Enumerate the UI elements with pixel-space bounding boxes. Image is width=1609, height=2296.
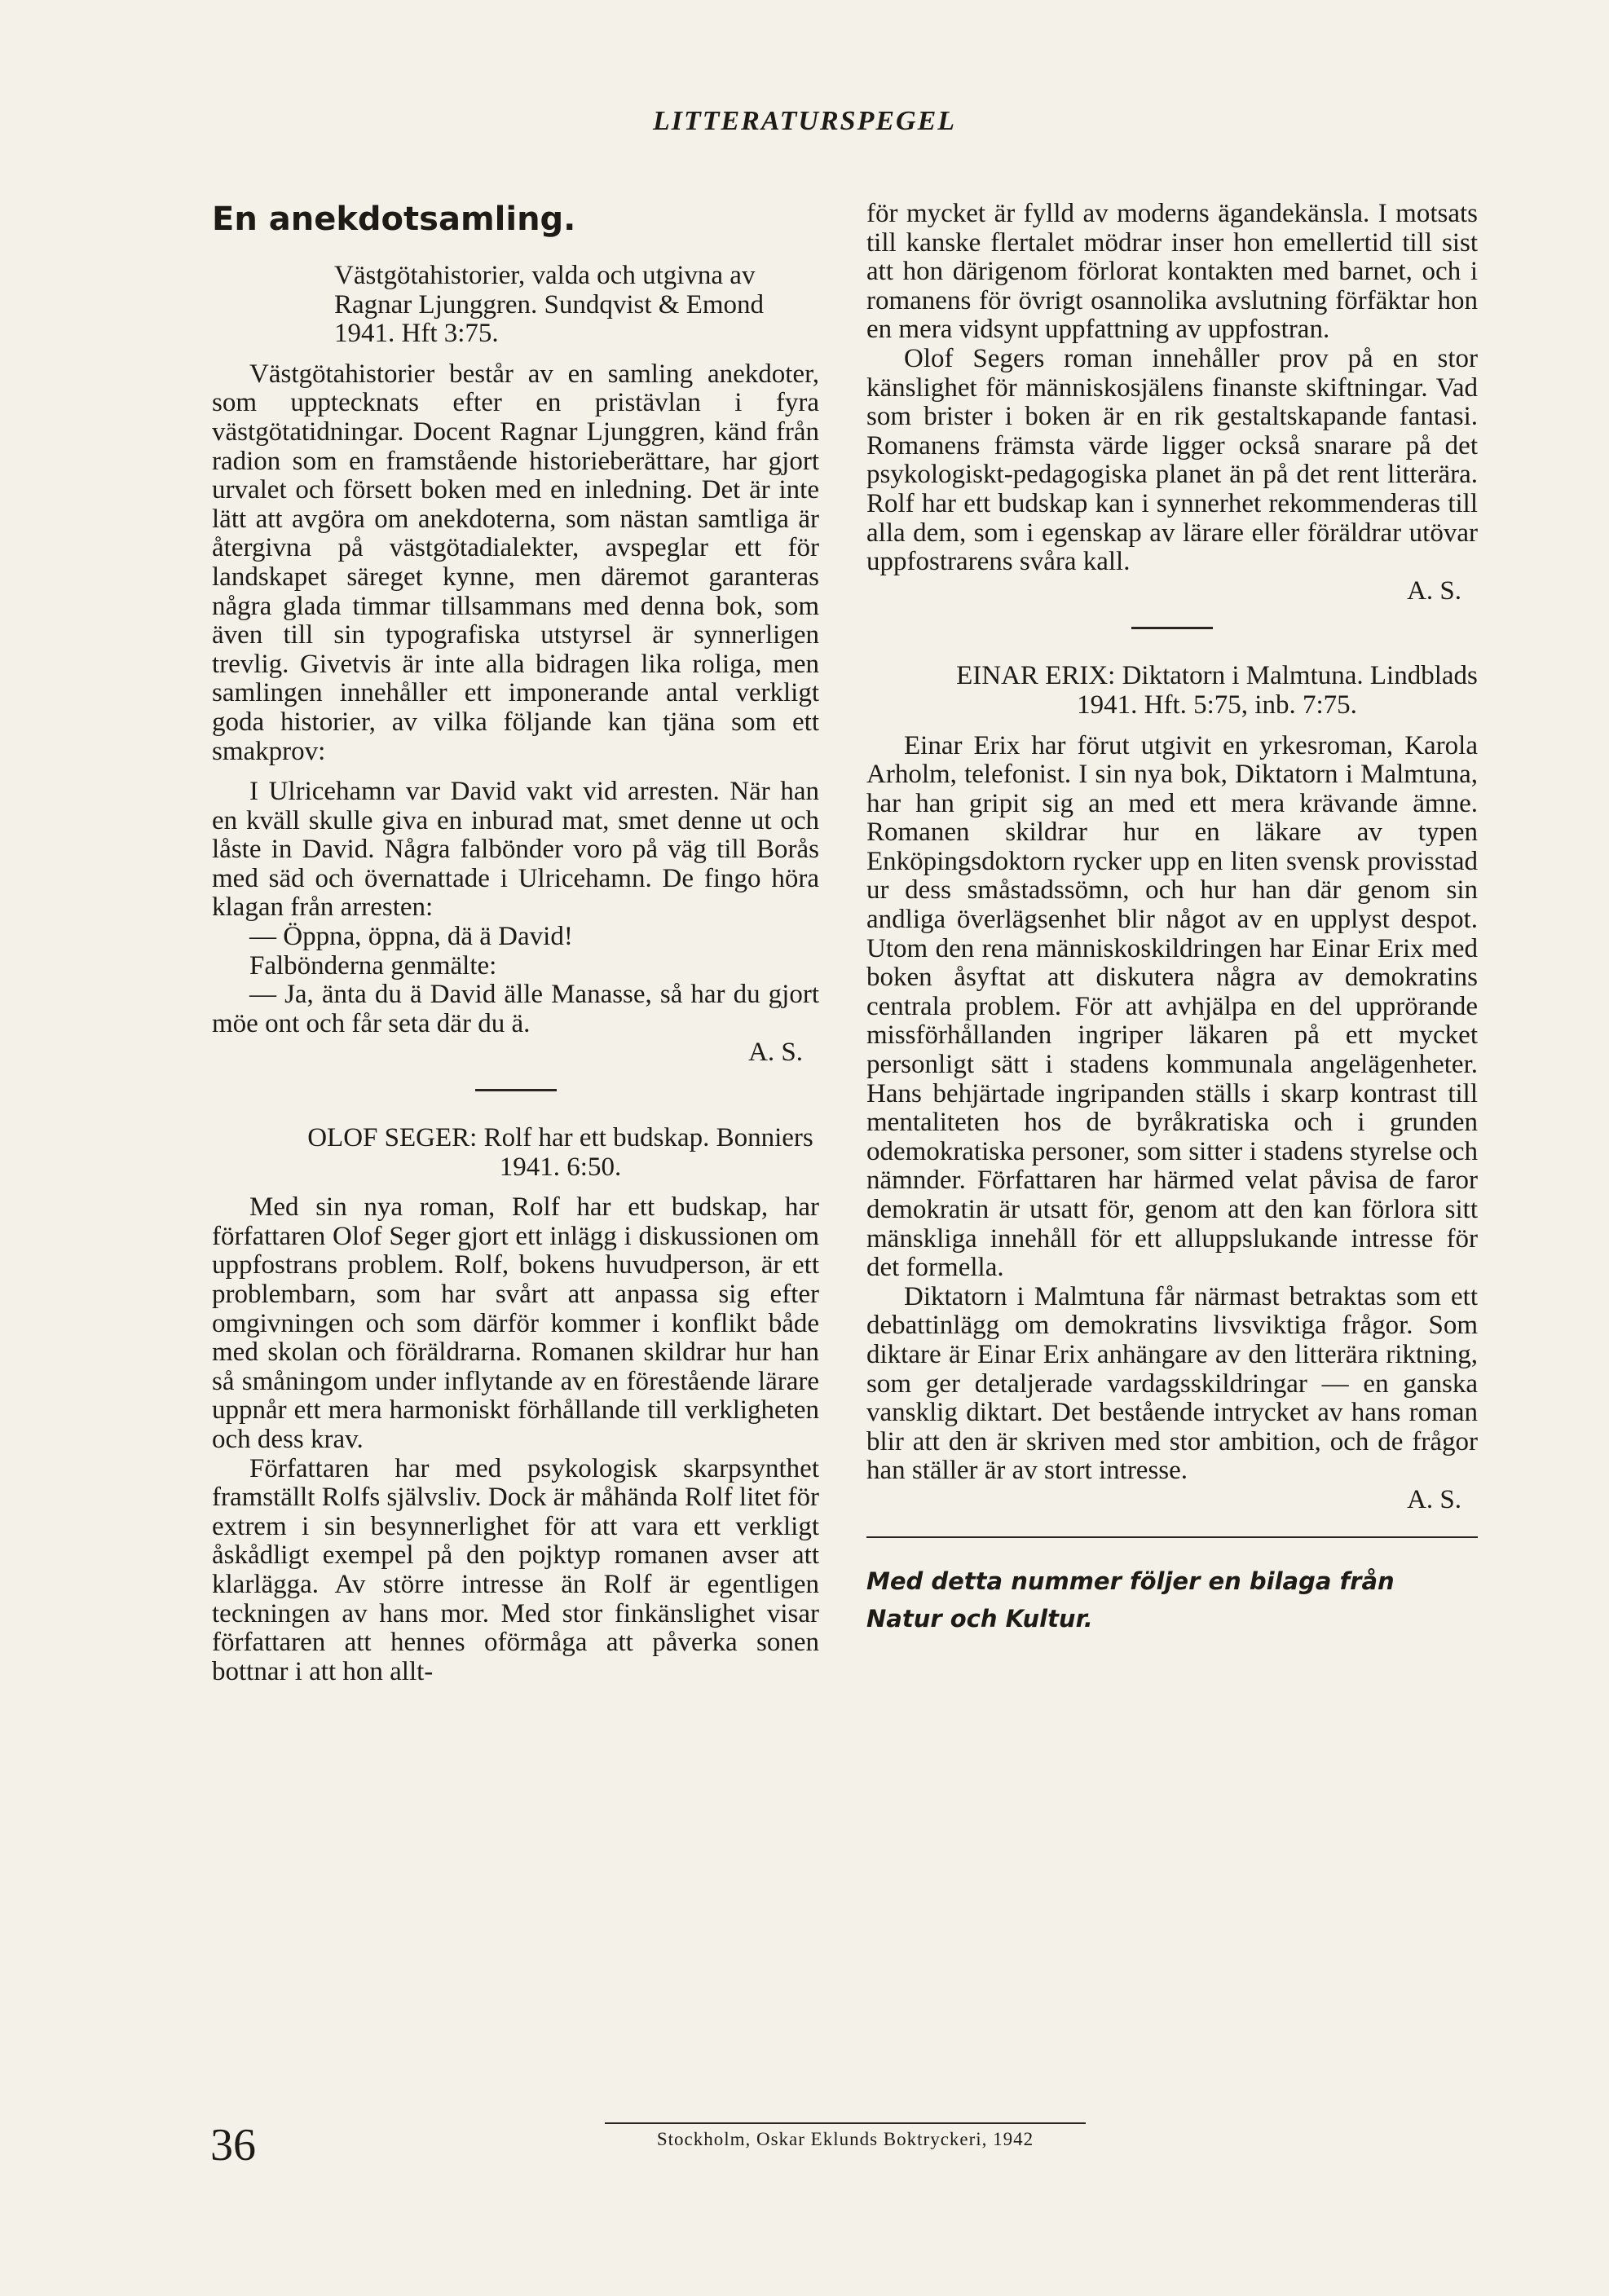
review-reference: EINAR ERIX: Diktatorn i Malmtuna. Lindblads 1941. Hft. 5:75, inb. 7:75. [956,661,1478,720]
section-title: En anekdotsamling. [212,201,576,238]
anecdote-paragraph: I Ulricehamn var David vakt vid arresten. När han en kväll skulle giva en inburad mat, smet denne ut och låste in David. Några falbönder voro på väg till Borås med säd och övernattade i Ulricehamn. De fingo höra klagan från arresten: [212,777,819,923]
page-number: 36 [210,2120,256,2170]
review-reference: OLOF SEGER: Rolf har ett budskap. Bonniers 1941. 6:50. [307,1123,813,1182]
review-paragraph: Einar Erix har förut utgivit en yrkesroman, Karola Arholm, telefonist. I sin nya bok, Diktatorn i Malmtuna, har han gripit sig an med ett mera krävande ämne. Romanen skildrar hur en läkare av typen Enköpingsdoktorn rycker upp en liten svensk provisstad ur dess småstadssömn, och hur han där genom sin andliga överlägsenhet blir något av en upplyst despot. Utom den rena människoskildringen har Einar Erix med boken åsyftat att diskutera några av demokratins centrala problem. För att avhjälpa en del upprörande missförhållanden ingriper läkaren på ett mycket personligt sätt i stadens kommunala angelägenheter. Hans behjärtade ingripanden ställs i skarp kontrast till mentaliteten hos de byråkratiska och i grunden odemokratiska personer, som sitter i stadens styrelse och nämnder. Författaren har härmed velat påvisa de faror demokratin är utsatt för, genom att den kan förlora sitt mänskliga innehåll för ett alluppslukande intresse för det formella. [866,730,1478,1283]
right-column [866,200,1478,1637]
anecdote-dialogue: Falbönderna genmälte: [249,950,497,981]
review-paragraph: Västgötahistorier består av en samling anekdoter, som upptecknats efter en pristävlan i fyra västgötatidningar. Docent Ragnar Ljunggren, känd från radion som en framstående historieberättare, har gjort urvalet och försett boken med en inledning. Det är inte lätt att avgöra om anekdoterna, som nästan samtliga är återgivna på västgötadialekter, avspeglar ett för landskapet säreget kynne, men däremot garanteras några glada timmar tillsammans med denna bok, som även till sin typografiska utstyrsel är synnerligen trevlig. Givetvis är inte alla bidragen lika roliga, men samlingen innehåller ett imponerande antal verkligt goda historier, av vilka följande kan tjäna som ett smakprov: [212,359,819,766]
review-paragraph: Olof Segers roman innehåller prov på en stor känslighet för människosjälens finanste skiftningar. Vad som brister i boken är en rik gestaltskapande fantasi. Romanens främsta värde ligger också snarare på det psykologiskt-pedagogiska planet än på det rent litterära. Rolf har ett budskap kan i synnerhet rekommenderas till alla dem, som i egenskap av lärare eller föräldrar utövar uppfostrarens svåra kall. [866,343,1478,577]
divider [475,1089,557,1091]
signature: A. S. [1407,1484,1461,1514]
review-paragraph: för mycket är fylld av moderns ägandekänsla. I motsats till kanske flertalet mödrar inser hon emellertid till sist att hon därigenom förlorat kontakten med barnet, och i romanens för övrigt osannolika avslutning förfäktar hon en mera vidsynt uppfattning av uppfostran. [866,199,1478,345]
divider [1131,627,1213,629]
footer-rule [605,2122,1086,2124]
anecdote-dialogue: — Ja, änta du ä David älle Manasse, så har du gjort möe ont och får seta där du ä. [212,980,819,1038]
signature: A. S. [1407,575,1461,606]
review-paragraph: Diktatorn i Malmtuna får närmast betraktas som ett debattinlägg om demokratins livsviktiga frågor. Som diktare är Einar Erix anhängare av den litterära riktning, som ger detaljerade vardagsskildringar — en ganska vansklig diktart. Det bestående intrycket av hans roman blir att den är skriven med stor ambition, och de frågor han ställer är av stort intresse. [866,1281,1478,1486]
rule-line [866,1536,1478,1538]
printer-imprint: Stockholm, Oskar Eklunds Boktryckeri, 1942 [656,2129,1034,2149]
review-paragraph: Med sin nya roman, Rolf har ett budskap, har författaren Olof Seger gjort ett inlägg i diskussionen om uppfostrans problem. Rolf, bokens huvudperson, är ett problembarn, som har svårt att anpassa sig efter omgivningen och som därför kommer i konflikt både med skolan och föräldrarna. Romanen skildrar hur han så småningom under inflytande av en förestående lärare uppnår ett mera harmoniskt förhållande till verkligheten och dess krav. [212,1192,819,1454]
review-paragraph: Författaren har med psykologisk skarpsynthet framställt Rolfs självsliv. Dock är måhända Rolf litet för extrem i sin besynnerlighet för att vara ett verkligt åskådligt exempel på den pojktyp romanen avser att klarlägga. Av större intresse än Rolf är egentligen teckningen av hans mor. Med stor finkänslighet visar författaren att hennes oförmåga att påverka sonen bottnar i att hon allt- [212,1453,819,1686]
signature: A. S. [748,1038,803,1068]
supplement-notice: Med detta nummer följer en bilaga från Natur och Kultur. [866,1567,1395,1633]
running-header: LITTERATURSPEGEL [652,106,957,136]
review-reference: Västgötahistorier, valda och utgivna av Ragnar Ljunggren. Sundqvist & Emond 1941. Hft 3:75. [334,261,765,349]
left-column [212,200,819,1686]
anecdote-dialogue: — Öppna, öppna, dä ä David! [249,922,573,952]
